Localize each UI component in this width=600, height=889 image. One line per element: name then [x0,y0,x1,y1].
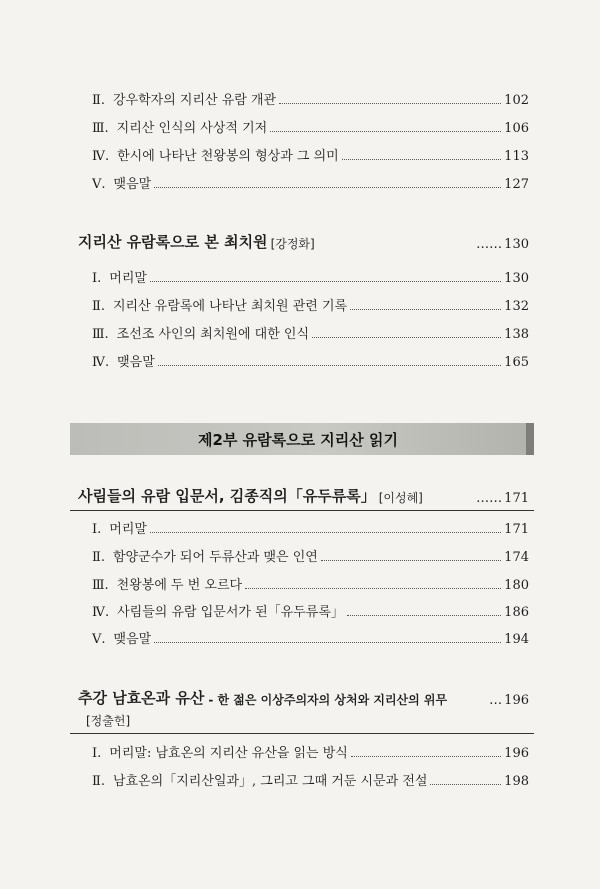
entry-text: 맺음말 [113,632,152,647]
entry-number: Ⅳ. [92,355,110,370]
entry-title [92,323,309,342]
page-number: 194 [504,632,529,647]
entry-text: 맺음말 [117,355,155,370]
entry-title [92,546,318,565]
leader-dots [342,159,501,160]
page-number: 113 [504,149,529,164]
entry-title [92,173,151,192]
entry-text: 사림들의 유람 입문서가 된「유두류록」 [117,605,344,620]
page-number: 130 [504,271,529,286]
entry-number: Ⅱ. [92,774,105,789]
leader-dots: … [489,693,503,708]
toc-entry[interactable] [92,318,529,342]
entry-number: Ⅱ. [92,299,105,314]
leader-dots [154,642,501,643]
entry-title [92,770,427,789]
leader-dots [158,365,501,366]
page-number: 196 [504,693,529,708]
chapter-author: [이성혜] [378,491,423,505]
chapter-title: 사림들의 유람 입문서, 김종직의「유두류록」 [78,487,376,505]
chapter-title: 추강 남효온과 유산 [78,689,205,707]
entry-text: 머리말 [109,522,147,537]
leader-dots [347,615,501,616]
toc-entry[interactable] [92,623,529,647]
entry-title [92,267,147,286]
toc-entry[interactable] [92,262,529,286]
entry-number: Ⅲ. [92,121,109,136]
leader-dots: …… [476,237,503,252]
toc-entry[interactable] [92,168,529,192]
toc-entry[interactable] [92,737,529,761]
leader-dots [150,532,501,533]
entry-number: Ⅰ. [92,522,102,537]
entry-text: 강우학자의 지리산 유람 개관 [112,93,277,108]
entry-title [92,89,276,108]
toc-entry[interactable] [92,569,529,593]
entry-text: 머리말: 남효온의 지리산 유산을 읽는 방식 [109,746,348,761]
page-number: 186 [504,605,529,620]
chapter-divider [70,510,534,511]
toc-entry[interactable] [92,112,529,136]
toc-entry[interactable] [92,541,529,565]
entry-number: Ⅰ. [92,271,102,286]
entry-number: Ⅲ. [92,578,109,593]
leader-dots [430,784,501,785]
page-number: 102 [504,93,529,108]
chapter-divider [70,733,534,734]
entry-title [92,601,344,620]
page-number: 127 [504,177,529,192]
entry-title [92,295,347,314]
entry-number: Ⅲ. [92,327,109,342]
entry-text: 남효온의「지리산일과」, 그리고 그때 거둔 시문과 전설 [112,774,428,789]
toc-entry[interactable] [92,140,529,164]
toc-entry[interactable] [92,290,529,314]
entry-text: 조선조 사인의 최치원에 대한 인식 [116,327,310,342]
page-number: 171 [504,491,529,506]
toc-entry[interactable] [92,513,529,537]
entry-number: Ⅳ. [92,605,110,620]
toc-entry[interactable] [92,346,529,370]
page-number: 138 [504,327,529,342]
page-number: 130 [504,237,529,252]
entry-text: 지리산 유람록에 나타난 최치원 관련 기록 [112,299,348,314]
page-number: 180 [504,578,529,593]
entry-number: Ⅱ. [92,93,105,108]
chapter-author: [강정화] [270,237,315,251]
entry-number: Ⅱ. [92,550,105,565]
entry-text: 머리말 [109,271,147,286]
page-number: 165 [504,355,529,370]
entry-text: 맺음말 [113,177,152,192]
page-number: 198 [504,774,529,789]
entry-title [92,351,155,370]
entry-number: Ⅳ. [92,149,110,164]
leader-dots [279,103,501,104]
entry-text: 천왕봉에 두 번 오르다 [116,578,243,593]
entry-text: 한시에 나타난 천왕봉의 형상과 그 의미 [117,149,339,164]
entry-title [92,518,147,537]
chapter-heading[interactable] [78,682,529,708]
leader-dots [321,560,501,561]
leader-dots [270,131,501,132]
chapter-title: 지리산 유람록으로 본 최치원 [78,233,268,251]
leader-dots [150,281,501,282]
leader-dots [312,337,501,338]
toc-entry[interactable] [92,84,529,108]
page-number: 171 [504,522,529,537]
part-title: 제2부 유람록으로 지리산 읽기 [198,430,398,449]
entry-title [92,145,339,164]
entry-title [92,628,151,647]
leader-dots [154,187,501,188]
leader-dots [351,756,501,757]
entry-number: Ⅴ. [92,632,106,647]
entry-number: Ⅴ. [92,177,106,192]
chapter-author: [정출헌] [86,714,131,728]
chapter-heading[interactable] [78,480,529,506]
toc-entry[interactable] [92,765,529,789]
entry-title [92,574,242,593]
entry-text: 지리산 인식의 사상적 기저 [116,121,268,136]
leader-dots [245,588,501,589]
page-number: 196 [504,746,529,761]
chapter-heading[interactable] [78,226,529,252]
toc-entry[interactable] [92,596,529,620]
page-number: 132 [504,299,529,314]
entry-title [92,742,348,761]
page-number: 106 [504,121,529,136]
chapter-subtitle: - 한 젊은 이상주의자의 상처와 지리산의 위무 [208,693,448,707]
leader-dots: …… [476,491,503,506]
leader-dots [350,309,501,310]
page-number: 174 [504,550,529,565]
part-banner[interactable] [70,423,534,455]
entry-text: 함양군수가 되어 두류산과 맺은 인연 [112,550,318,565]
entry-title [92,117,267,136]
entry-number: Ⅰ. [92,746,102,761]
